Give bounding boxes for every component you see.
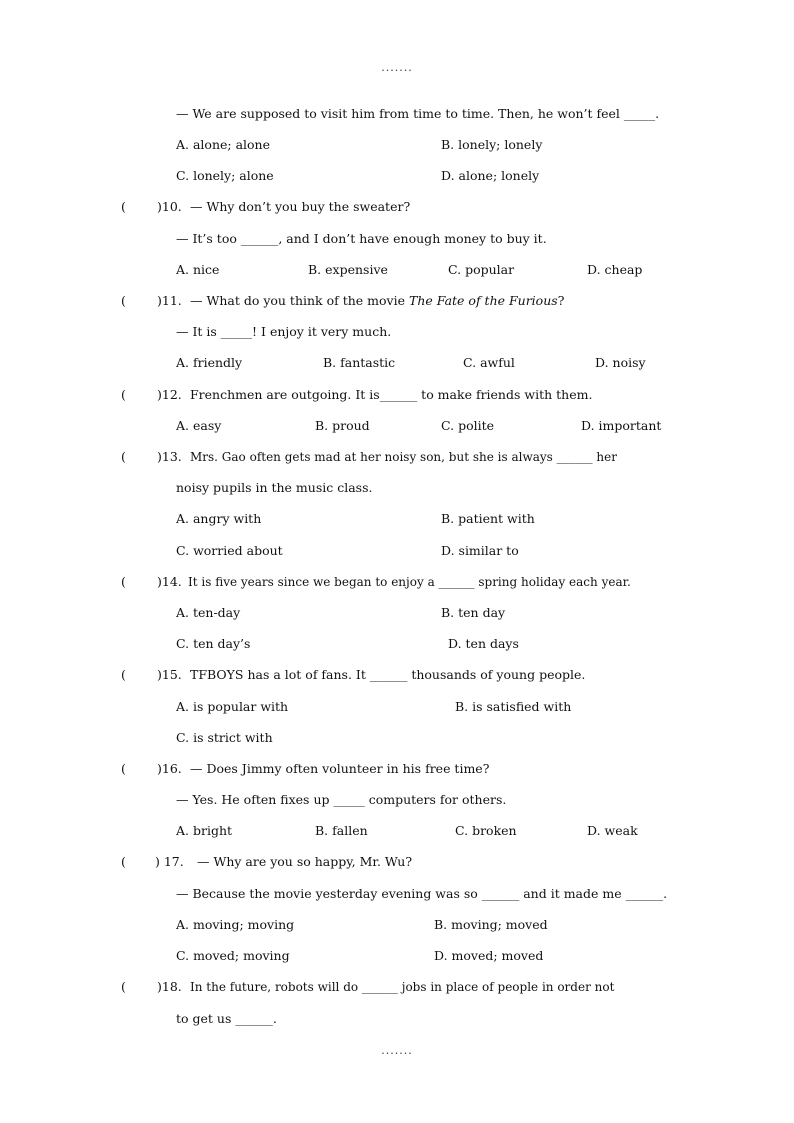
question-12-text: Frenchmen are outgoing. It is______ to make friends with them. (190, 387, 593, 402)
question-number: )13. (157, 449, 182, 464)
option-12d: D. important (581, 418, 662, 433)
option-12a: A. easy (176, 418, 222, 433)
question-9-line: — We are supposed to visit him from time to time. Then, he won’t feel _____. (176, 106, 660, 121)
option-9a: A. alone; alone (176, 137, 271, 152)
header-mark: ....... (381, 61, 413, 74)
option-10a: A. nice (176, 262, 220, 277)
option-11a: A. friendly (176, 355, 243, 370)
question-number: )18. (157, 979, 182, 994)
question-11-post: ? (557, 293, 565, 308)
option-14d: D. ten days (448, 636, 519, 651)
option-11b: B. fantastic (323, 355, 396, 370)
option-11d: D. noisy (595, 355, 646, 370)
option-14b: B. ten day (441, 605, 506, 620)
answer-paren: ( (121, 449, 126, 464)
option-14a: A. ten-day (176, 605, 241, 620)
option-15a: A. is popular with (176, 699, 289, 714)
question-13-text: Mrs. Gao often gets mad at her noisy son, but she is always ______ her (190, 450, 617, 464)
question-18-line2: to get us ______. (176, 1011, 277, 1026)
question-number: )15. (157, 667, 182, 682)
movie-title: The Fate of the Furious (408, 293, 558, 308)
option-13a: A. angry with (176, 511, 262, 526)
footer-mark: ....... (381, 1044, 413, 1057)
answer-paren: ( (121, 761, 126, 776)
answer-paren: ( (121, 854, 126, 869)
option-10b: B. expensive (308, 262, 388, 277)
option-11c: C. awful (463, 355, 515, 370)
question-15-text: TFBOYS has a lot of fans. It ______ thousands of young people. (190, 667, 586, 682)
option-14c: C. ten day’s (176, 636, 251, 651)
option-16d: D. weak (587, 823, 638, 838)
option-9c: C. lonely; alone (176, 168, 274, 183)
option-17d: D. moved; moved (434, 948, 544, 963)
option-9d: D. alone; lonely (441, 168, 540, 183)
answer-paren: ( (121, 387, 126, 402)
question-18-text: In the future, robots will do ______ jobs in place of people in order not (190, 980, 615, 994)
question-number: )12. (157, 387, 182, 402)
question-11-text (190, 293, 564, 309)
question-14-text: It is five years since we began to enjoy a ______ spring holiday each year. (188, 575, 631, 589)
question-number: ) 17. (155, 854, 184, 869)
option-17a: A. moving; moving (176, 917, 295, 932)
option-10c: C. popular (448, 262, 515, 277)
question-11-pre: — What do you think of the movie (190, 293, 409, 308)
answer-paren: ( (121, 574, 126, 589)
question-16-text: — Does Jimmy often volunteer in his free time? (190, 761, 490, 776)
option-16b: B. fallen (315, 823, 368, 838)
option-9b: B. lonely; lonely (441, 137, 543, 152)
option-17b: B. moving; moved (434, 917, 548, 932)
option-16a: A. bright (176, 823, 233, 838)
question-17-text: — Why are you so happy, Mr. Wu? (197, 854, 413, 869)
option-12c: C. polite (441, 418, 495, 433)
option-13b: B. patient with (441, 511, 535, 526)
option-17c: C. moved; moving (176, 948, 290, 963)
question-11-line2: — It is _____! I enjoy it very much. (176, 324, 392, 339)
option-13d: D. similar to (441, 543, 519, 558)
option-16c: C. broken (455, 823, 517, 838)
question-16-line2: — Yes. He often fixes up _____ computers for others. (176, 792, 507, 807)
answer-paren: ( (121, 667, 126, 682)
question-number: )11. (157, 293, 182, 308)
option-12b: B. proud (315, 418, 370, 433)
option-15c: C. is strict with (176, 730, 273, 745)
question-13-line2: noisy pupils in the music class. (176, 480, 373, 495)
question-number: )14. (157, 574, 182, 589)
question-17-line2: — Because the movie yesterday evening was so ______ and it made me ______. (176, 886, 668, 901)
question-number: )10. (157, 199, 182, 214)
option-15b: B. is satisfied with (455, 699, 572, 714)
option-13c: C. worried about (176, 543, 283, 558)
question-number: )16. (157, 761, 182, 776)
question-10-line2: — It’s too ______, and I don’t have enough money to buy it. (176, 231, 547, 246)
answer-paren: ( (121, 979, 126, 994)
option-10d: D. cheap (587, 262, 643, 277)
question-10-text: — Why don’t you buy the sweater? (190, 199, 411, 214)
answer-paren: ( (121, 293, 126, 308)
answer-paren: ( (121, 199, 126, 214)
